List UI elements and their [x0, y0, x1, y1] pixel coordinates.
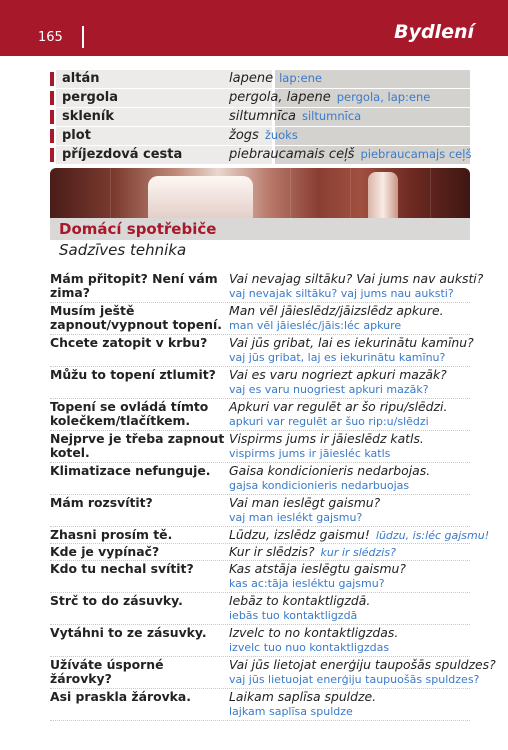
phrase-latvian-text: Kur ir slēdzis?	[229, 544, 315, 559]
phrase-czech: Zhasni prosím tě.	[50, 527, 173, 542]
phrase-row	[50, 400, 470, 431]
vocab-czech: příjezdová cesta	[62, 147, 183, 162]
phrase-row	[50, 657, 496, 689]
phrase-row	[50, 496, 470, 527]
phrase-latvian: Vai man ieslēgt gaismu?	[229, 495, 381, 510]
kettle-image	[368, 172, 398, 218]
vocab-row	[50, 108, 470, 127]
phrase-row	[50, 562, 470, 593]
section-header	[50, 218, 470, 259]
phrase-latvian: Iebāz to kontaktligzdā.	[229, 593, 371, 608]
vocab-latvian-text: žogs	[229, 128, 259, 143]
vocab-row	[50, 70, 470, 89]
phrase-czech: Můžu to topení ztlumit?	[50, 367, 216, 382]
phrase-latvian: Vai nevajag siltāku? Vai jums nav auksti?	[229, 271, 484, 286]
section-title: Domácí spotřebiče	[50, 218, 470, 240]
phrase-czech: Klimatizace nefunguje.	[50, 463, 211, 478]
phrase-pronunciation: vaj jūs gribat, laj es iekurinātu kamīnu?	[229, 351, 446, 364]
phrase-latvian	[229, 527, 490, 542]
vocab-czech: altán	[62, 71, 100, 86]
phrase-latvian: Kas atstāja ieslēgtu gaismu?	[229, 561, 406, 576]
vocab-latvian-text: piebraucamais ceļš	[229, 147, 355, 162]
chapter-title: Bydlení	[394, 21, 474, 43]
phrase-czech: Musím ještě zapnout/vypnout topení.	[50, 303, 222, 332]
phrase-row	[50, 594, 470, 625]
phrase-czech: Mám přitopit? Není vám zima?	[50, 271, 218, 300]
vocab-row	[50, 127, 470, 146]
vocab-latvian-text: pergola, lapene	[229, 90, 331, 105]
phrase-pronunciation: lajkam saplīsa spuldze	[229, 705, 353, 718]
phrase-czech: Asi praskla žárovka.	[50, 689, 191, 704]
phrase-row	[50, 527, 490, 544]
phrase-pronunciation: kur ir slédzis?	[320, 546, 396, 559]
tile-line	[430, 168, 431, 218]
phrase-latvian: Laikam saplīsa spuldze.	[229, 689, 377, 704]
vocab-pronunciation: žuoks	[264, 128, 298, 142]
vocab-latvian-text: lapene	[229, 71, 274, 86]
vocab-latvian	[229, 90, 430, 105]
row-marker	[50, 110, 54, 124]
phrase-latvian	[229, 545, 479, 559]
tile-line	[290, 168, 291, 218]
vocab-latvian	[229, 109, 361, 124]
phrase-row	[50, 368, 470, 399]
phrase-latvian: Man vēl jāieslēdz/jāizslēdz apkure.	[229, 303, 444, 318]
kitchen-appliances-photo	[50, 168, 470, 218]
phrase-latvian: Vai jūs gribat, lai es iekurinātu kamīnu?	[229, 335, 474, 350]
phrase-latvian: Vai jūs lietojat enerģiju taupošās spuldzes?	[229, 657, 496, 672]
phrase-row	[50, 304, 470, 335]
phrase-czech: Mám rozsvítit?	[50, 495, 153, 510]
phrase-pronunciation: vaj jūs lietuojat enerģiju taupuošās spuldzes?	[229, 673, 480, 686]
phrase-czech: Strč to do zásuvky.	[50, 593, 183, 608]
phrase-row	[50, 464, 470, 495]
phrase-row	[50, 626, 470, 657]
toaster-image	[148, 176, 253, 218]
phrase-czech: Vytáhni to ze zásuvky.	[50, 625, 207, 640]
phrase-czech: Užíváte úsporné žárovky?	[50, 657, 164, 686]
phrase-row	[50, 271, 484, 303]
page-number: 165	[38, 30, 63, 45]
phrase-row	[50, 690, 470, 721]
phrase-latvian: Vai es varu nogriezt apkuri mazāk?	[229, 367, 447, 382]
vocab-pronunciation: piebraucamajs ceļš	[360, 147, 472, 161]
row-marker	[50, 72, 54, 86]
vocab-czech: pergola	[62, 90, 118, 105]
vocab-latvian	[229, 128, 298, 143]
vocab-pronunciation: siltumnīca	[301, 109, 362, 123]
phrase-row	[50, 545, 470, 561]
row-marker	[50, 91, 54, 105]
vocab-latvian-text: siltumnīca	[229, 109, 296, 124]
phrase-pronunciation: apkuri var regulēt ar šuo rip:u/slēdzi	[229, 415, 429, 428]
phrase-pronunciation: kas ac:tāja iesléktu gajsmu?	[229, 577, 385, 590]
vocab-pronunciation: lap:ene	[279, 71, 322, 85]
page-number-divider	[82, 26, 84, 48]
phrase-czech: Kde je vypínač?	[50, 544, 160, 559]
phrase-row	[50, 432, 470, 463]
vocab-czech: skleník	[62, 109, 115, 124]
phrase-pronunciation: izvelc tuo nuo kontaktligzdas	[229, 641, 390, 654]
phrase-row	[50, 335, 474, 367]
phrase-pronunciation: vaj nevajak siltāku? vaj jums nau auksti?	[229, 287, 454, 300]
phrase-czech: Topení se ovládá tímto kolečkem/tlačítkem.	[50, 399, 209, 428]
vocab-row	[50, 146, 470, 165]
phrase-czech: Kdo tu nechal svítit?	[50, 561, 194, 576]
row-marker	[50, 129, 54, 143]
phrase-czech: Chcete zatopit v krbu?	[50, 335, 208, 350]
section-subtitle: Sadzīves tehnika	[59, 241, 187, 259]
header-bar	[0, 0, 508, 56]
row-marker	[50, 148, 54, 162]
vocab-latvian	[229, 147, 471, 162]
phrase-pronunciation: vaj es varu nuogriest apkuri mazāk?	[229, 383, 429, 396]
phrase-pronunciation: vaj man ieslékt gajsmu?	[229, 511, 363, 524]
vocab-row	[50, 89, 470, 108]
tile-line	[350, 168, 351, 218]
phrase-latvian: Gaisa kondicionieris nedarbojas.	[229, 463, 431, 478]
vocab-pronunciation: pergola, lap:ene	[336, 90, 431, 104]
phrase-pronunciation: man vēl jāiesléc/jāis:léc apkure	[229, 319, 402, 332]
vocabulary-table	[50, 70, 470, 165]
vocab-latvian	[229, 71, 322, 86]
lv-cell	[275, 127, 470, 145]
phrase-pronunciation: vispirms jums ir jāiesléc katls	[229, 447, 391, 460]
phrase-latvian: Vispirms jums ir jāieslēdz katls.	[229, 431, 424, 446]
phrase-pronunciation: lūdzu, is:léc gajsmu!	[375, 529, 490, 542]
phrase-latvian: Izvelc to no kontaktligzdas.	[229, 625, 399, 640]
phrase-pronunciation: iebās tuo kontaktligzdā	[229, 609, 358, 622]
phrase-latvian: Apkuri var regulēt ar šo ripu/slēdzi.	[229, 399, 448, 414]
phrase-latvian-text: Lūdzu, izslēdz gaismu!	[229, 527, 370, 542]
phrase-pronunciation: gajsa kondicionieris nedarbuojas	[229, 479, 410, 492]
tile-line	[110, 168, 111, 218]
vocab-czech: plot	[62, 128, 91, 143]
phrase-czech: Nejprve je třeba zapnout kotel.	[50, 431, 225, 460]
